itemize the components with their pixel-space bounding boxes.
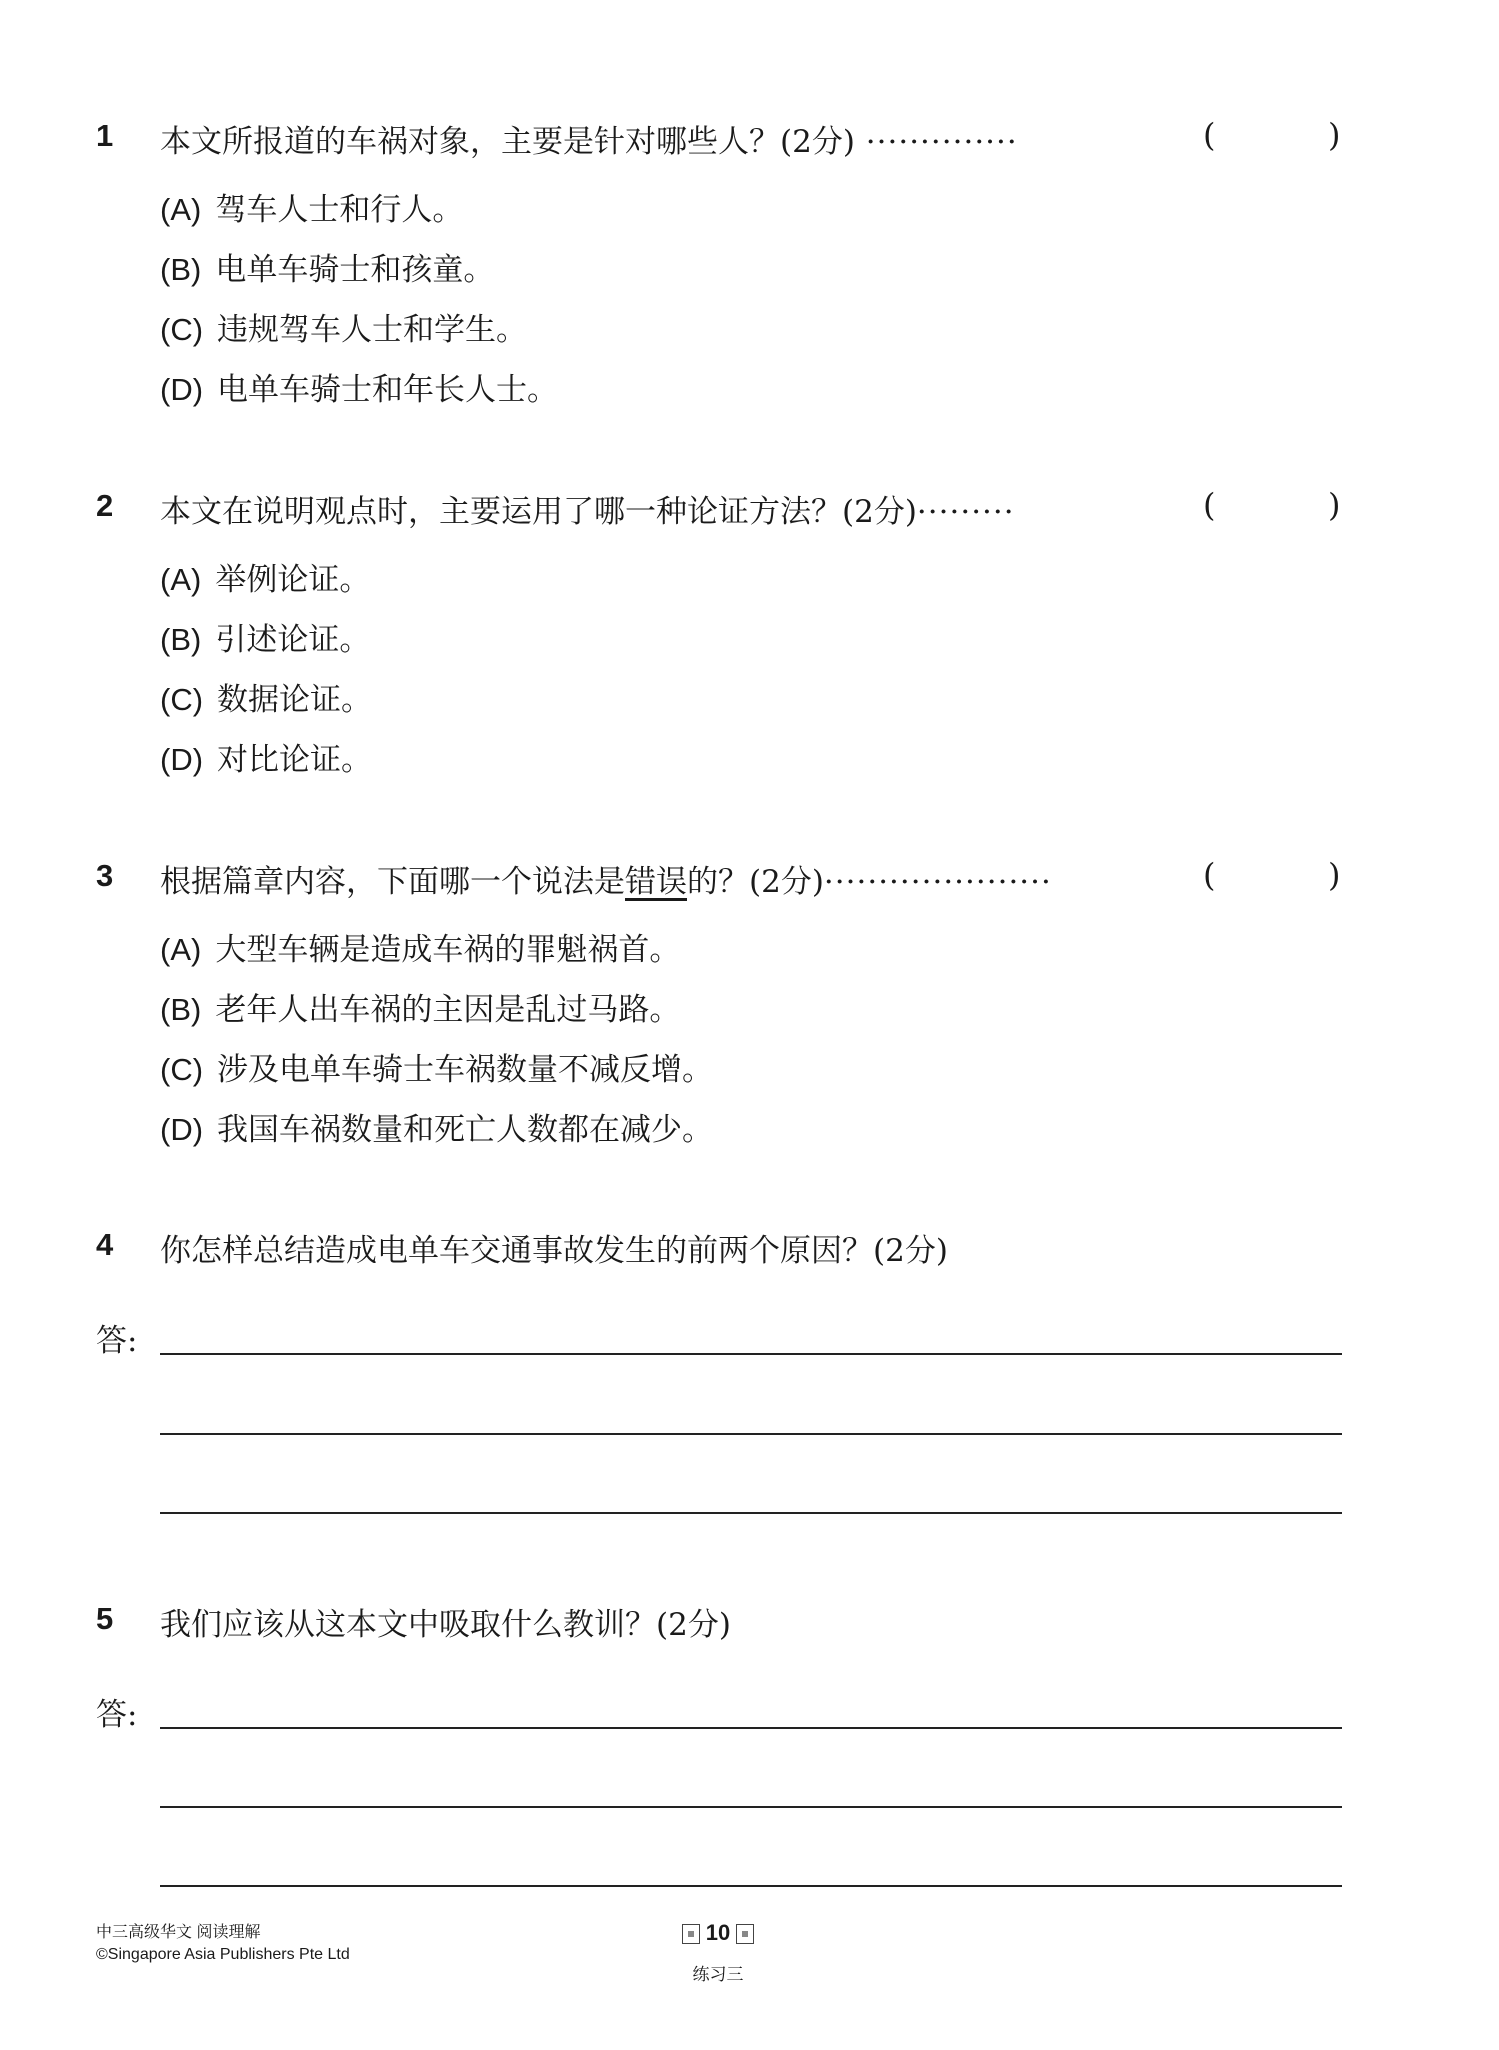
exercise-name: 练习三 [692,1965,744,1984]
question-text [160,116,1018,161]
option-d: (D) 我国车祸数量和死亡人数都在减少。 [160,1112,714,1148]
copyright: ©Singapore Asia Publishers Pte Ltd [96,1946,350,1963]
answer-label: 答: [96,1323,138,1359]
question-prompt: 根据篇章内容，下面哪一个说法是 [160,864,625,900]
option-c: (C) 违规驾车人士和学生。 [160,312,528,348]
option-d: (D) 电单车骑士和年长人士。 [160,372,559,408]
question-number: 4 [96,1227,114,1262]
answer-paren-close: ) [1328,116,1341,154]
option-b: (B) 电单车骑士和孩童。 [160,252,495,288]
page-number [668,1920,768,1946]
option-a: (A) 举例论证。 [160,562,371,598]
answer-line[interactable] [160,1727,1342,1729]
question-prompt: 本文在说明观点时，主要运用了哪一种论证方法？(2分) [160,494,917,530]
option-b: (B) 引述论证。 [160,622,371,658]
question-number: 3 [96,858,114,893]
leader-dots: ········· [916,494,1015,530]
question-text [160,856,1052,901]
question-text: 我们应该从这本文中吸取什么教训？(2分) [160,1607,731,1643]
answer-paren-close: ) [1328,856,1341,894]
question-text [160,486,1015,531]
option-c: (C) 涉及电单车骑士车祸数量不减反增。 [160,1052,714,1088]
page-number-text: 10 [705,1920,731,1945]
answer-paren-open: ( [1203,486,1216,524]
footer-info [96,1922,350,1966]
option-b: (B) 老年人出车祸的主因是乱过马路。 [160,992,681,1028]
answer-line[interactable] [160,1433,1342,1435]
answer-label: 答: [96,1697,138,1733]
question-text: 你怎样总结造成电单车交通事故发生的前两个原因？(2分) [160,1233,948,1269]
question-prompt: 本文所报道的车祸对象，主要是针对哪些人？(2分) [160,124,855,160]
answer-line[interactable] [160,1512,1342,1514]
underlined-keyword: 错误 [625,864,687,900]
answer-paren-close: ) [1328,486,1341,524]
square-marker-icon [682,1924,700,1944]
option-d: (D) 对比论证。 [160,742,373,778]
question-number: 1 [96,118,114,153]
option-a: (A) 驾车人士和行人。 [160,192,464,228]
option-a: (A) 大型车辆是造成车祸的罪魁祸首。 [160,932,681,968]
leader-dots: ····················· [823,864,1052,900]
leader-dots: ·············· [854,124,1018,160]
answer-line[interactable] [160,1353,1342,1355]
option-c: (C) 数据论证。 [160,682,373,718]
book-title: 中三高级华文 阅读理解 [96,1924,261,1941]
question-number: 2 [96,488,114,523]
answer-line[interactable] [160,1885,1342,1887]
square-marker-icon [736,1924,754,1944]
answer-line[interactable] [160,1806,1342,1808]
answer-paren-open: ( [1203,116,1216,154]
question-prompt-end: 的？(2分) [687,864,824,900]
question-number: 5 [96,1601,114,1636]
answer-paren-open: ( [1203,856,1216,894]
